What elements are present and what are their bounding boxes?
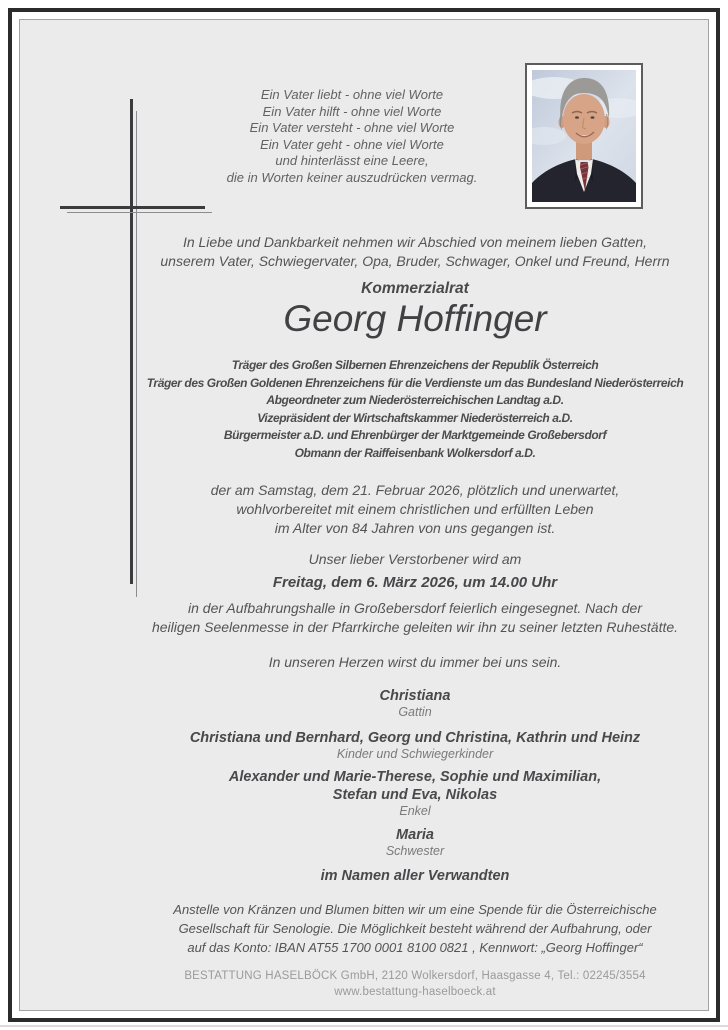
death-line: wohlvorbereitet mit einem christlichen und erfüllten Leben [236, 501, 594, 517]
mourner-entry [130, 687, 700, 720]
mourner-names: Christiana [379, 688, 451, 704]
funeral-details-line: heiligen Seelenmesse in der Pfarrkirche geleiten wir ihn zu seiner letzten Ruhestätte. [151, 619, 679, 635]
mourner-names: Maria [396, 827, 434, 843]
closing-line: im Namen aller Verwandten [320, 868, 510, 884]
poem-line: Ein Vater liebt - ohne viel Worte [260, 87, 444, 102]
deceased-name: Georg Hoffinger [283, 298, 547, 339]
mourner-names: Stefan und Eva, Nikolas [332, 787, 498, 803]
memorial-poem [160, 87, 544, 186]
mourner-entry [130, 729, 700, 762]
funeral-datetime: Freitag, dem 6. März 2026, um 14.00 Uhr [272, 574, 558, 591]
poem-line: Ein Vater versteht - ohne viel Worte [249, 120, 455, 135]
honor-line: Abgeordneter zum Niederösterreichischen Landtag a.D. [266, 393, 564, 407]
honor-line: Bürgermeister a.D. und Ehrenbürger der Marktgemeinde Großebersdorf [223, 428, 607, 442]
mourner-relation: Gattin [398, 705, 432, 719]
poem-line: und hinterlässt eine Leere, [275, 153, 429, 168]
mourner-entry [130, 826, 700, 859]
donation-line: auf das Konto: IBAN AT55 1700 0001 8100 0821 , Kennwort: „Georg Hoffinger“ [187, 940, 643, 955]
mourner-relation: Schwester [385, 844, 445, 858]
mourner-relation: Kinder und Schwiegerkinder [336, 747, 494, 761]
cross-horizontal-line [60, 206, 205, 209]
death-line: im Alter von 84 Jahren von uns gegangen ist. [274, 520, 556, 536]
death-paragraph [130, 481, 700, 538]
funeral-home-address: BESTATTUNG HASELBÖCK GmbH, 2120 Wolkersdorf, Haasgasse 4, Tel.: 02245/3554 [184, 970, 646, 982]
death-line: der am Samstag, dem 21. Februar 2026, plötzlich und unerwartet, [210, 482, 620, 498]
portrait-photo [525, 63, 643, 209]
honor-line: Vizepräsident der Wirtschaftskammer Niederösterreich a.D. [257, 410, 573, 425]
donation-line: Gesellschaft für Senologie. Die Möglichkeit besteht während der Aufbahrung, oder [178, 921, 652, 936]
funeral-details-line: in der Aufbahrungshalle in Großebersdorf feierlich eingesegnet. Nach der [188, 600, 642, 616]
mourner-names: Christiana und Bernhard, Georg und Christina, Kathrin und Heinz [189, 730, 641, 746]
donation-paragraph [130, 900, 700, 957]
remembrance-line: In unseren Herzen wirst du immer bei uns sein. [268, 654, 562, 670]
honor-line: Träger des Großen Goldenen Ehrenzeichens für die Verdienste um das Bundesland Niederösterreich [146, 375, 684, 390]
donation-line: Anstelle von Kränzen und Blumen bitten wir um eine Spende für die Österreichische [173, 902, 657, 917]
poem-line: Ein Vater hilft - ohne viel Worte [262, 103, 442, 119]
honorific-title: Kommerzialrat [361, 280, 469, 297]
funeral-home-footer [130, 969, 700, 1000]
honors-list [130, 357, 700, 462]
honor-line: Obmann der Raiffeisenbank Wolkersdorf a.D. [294, 445, 536, 460]
scan-edge-shadow [0, 1025, 728, 1027]
mourner-relation: Enkel [399, 804, 431, 818]
funeral-details [130, 599, 700, 637]
obituary-text-column [130, 233, 700, 1000]
mourner-entry [130, 768, 700, 819]
intro-line: unserem Vater, Schwiegervater, Opa, Bruder, Schwager, Onkel und Freund, Herrn [160, 253, 670, 269]
intro-paragraph [130, 233, 700, 271]
intro-line: In Liebe und Dankbarkeit nehmen wir Abschied von meinem lieben Gatten, [182, 234, 648, 250]
announcement-lead: Unser lieber Verstorbener wird am [308, 551, 522, 567]
funeral-home-website: www.bestattung-haselboeck.at [334, 985, 496, 998]
poem-line: Ein Vater geht - ohne viel Worte [260, 136, 444, 152]
portrait-image [532, 70, 636, 202]
mourner-names: Alexander und Marie-Therese, Sophie und Maximilian, [228, 769, 602, 785]
honor-line: Träger des Großen Silbernen Ehrenzeichens der Republik Österreich [231, 358, 599, 372]
cross-horizontal-shadow-line [67, 212, 212, 213]
poem-line: die in Worten keiner auszudrücken vermag. [226, 169, 478, 185]
